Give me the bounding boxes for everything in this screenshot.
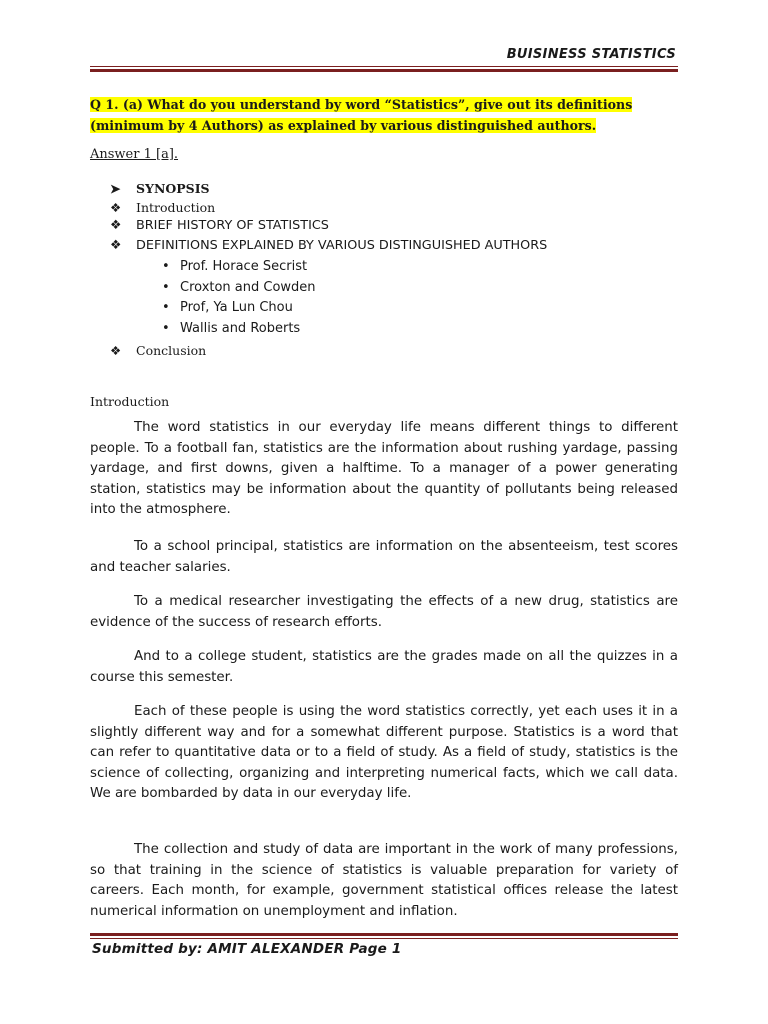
diamond-bullet-icon: ❖ <box>110 343 122 358</box>
author-item: • Croxton and Cowden <box>162 280 316 295</box>
toc-item: ❖ DEFINITIONS EXPLAINED BY VARIOUS DISTINGUISHED AUTHORS <box>110 238 548 253</box>
footer-rule <box>90 933 678 939</box>
body-paragraph: The collection and study of data are important in the work of many professions, so that training in the science of statistics is valuable preparation for variety of careers. Each month, for example, government statistical offices release the latest numerical information on unemployment and inflation. <box>90 842 678 919</box>
body-paragraph: And to a college student, statistics are the grades made on all the quizzes in a course this semester. <box>90 649 678 685</box>
dot-bullet-icon: • <box>162 280 170 295</box>
arrow-bullet-icon: ➤ <box>110 181 121 196</box>
body-paragraph: The word statistics in our everyday life means different things to different people. To a football fan, statistics are the information about rushing yardage, passing yardage, and first downs, given a halftime. To a manager of a power generating station, statistics may be information about the quantity of pollutants being released into the atmosphere. <box>90 420 678 517</box>
diamond-bullet-icon: ❖ <box>110 200 122 215</box>
section-heading-introduction: Introduction <box>90 394 170 409</box>
synopsis-heading: ➤ SYNOPSIS <box>110 181 210 196</box>
dot-bullet-icon: • <box>162 321 170 336</box>
diamond-bullet-icon: ❖ <box>110 218 122 233</box>
diamond-bullet-icon: ❖ <box>110 238 122 253</box>
page-footer: Submitted by: AMIT ALEXANDER Page 1 <box>92 941 402 957</box>
dot-bullet-icon: • <box>162 300 170 315</box>
body-paragraph: To a school principal, statistics are information on the absenteeism, test scores and teacher salaries. <box>90 539 678 575</box>
body-paragraph: Each of these people is using the word statistics correctly, yet each uses it in a slightly different way and for a somewhat different purpose. Statistics is a word that can refer to quantitative data or to a field of study. As a field of study, statistics is the science of collecting, organizing and interpreting numerical facts, which we call data. We are bombarded by data in our everyday life. <box>90 704 678 801</box>
dot-bullet-icon: • <box>162 259 170 274</box>
author-item: • Prof, Ya Lun Chou <box>162 300 293 315</box>
author-item: • Wallis and Roberts <box>162 321 301 336</box>
toc-item: ❖ Introduction <box>110 200 216 215</box>
toc-item: ❖ BRIEF HISTORY OF STATISTICS <box>110 218 329 233</box>
document-header-title: BUISINESS STATISTICS <box>506 47 676 62</box>
question-text <box>90 94 680 136</box>
answer-label: Answer 1 [a]. <box>90 147 179 162</box>
author-item: • Prof. Horace Secrist <box>162 259 308 274</box>
question-highlight: Q 1. (a) What do you understand by word “Statistics”, give out its definitions (minimum by 4 Authors) as explained by various distinguished authors. <box>90 97 633 133</box>
body-paragraph: To a medical researcher investigating the effects of a new drug, statistics are evidence of the success of research efforts. <box>90 594 678 630</box>
toc-item: ❖ Conclusion <box>110 343 207 358</box>
header-rule <box>90 66 678 72</box>
